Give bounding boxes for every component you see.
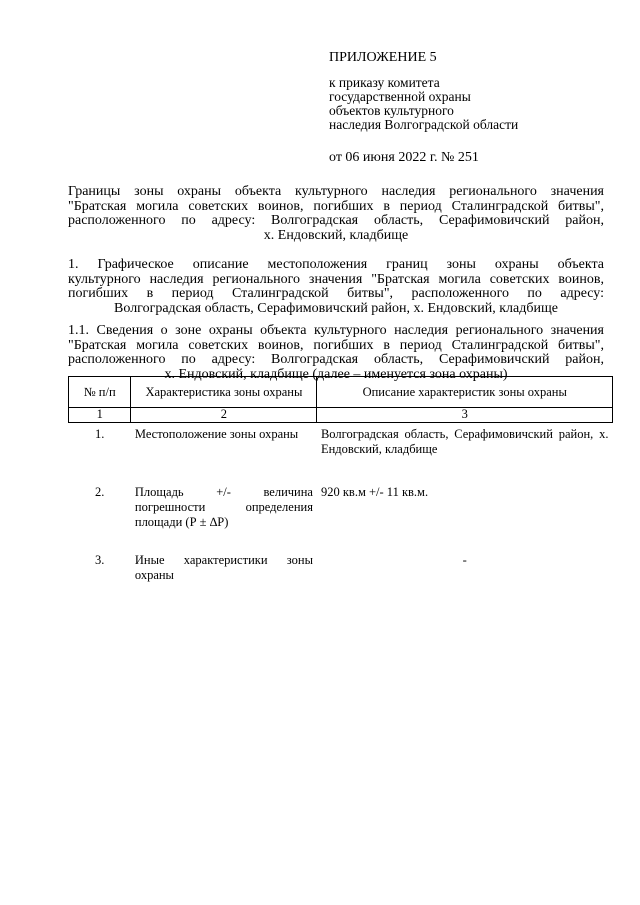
heading-line: х. Ендовский, кладбище — [263, 227, 409, 243]
row-description: 920 кв.м +/- 11 кв.м. — [320, 485, 429, 499]
section-1-1-line: х. Ендовский, кладбище (далее – именуется зона охраны) — [164, 366, 508, 382]
appendix-line: наследия Волгоградской области — [329, 117, 519, 132]
section-1 — [68, 258, 604, 316]
header-description: Описание характеристик зоны охраны — [317, 377, 613, 408]
section-1-1-line: "Братская могила советских воинов, погибших в период Сталинградской битвы", — [68, 337, 604, 353]
table-row — [69, 423, 613, 464]
appendix-line: государственной охраны — [329, 89, 471, 104]
heading-line: Границы зоны охраны объекта культурного наследия регионального значения — [68, 184, 604, 199]
section-1-line: культурного наследия регионального значения "Братская могила советских воинов, — [68, 271, 604, 287]
appendix-line: к приказу комитета — [329, 75, 440, 90]
zone-table — [68, 376, 613, 583]
table-row — [69, 535, 613, 583]
row-number: 1. — [95, 427, 105, 441]
row-characteristic: Местоположение зоны охраны — [134, 427, 299, 441]
section-1-1-line: расположенного по адресу: Волгоградская область, Серафимовичский район, — [68, 352, 604, 367]
row-description: Волгоградская область, Серафимовичский район, х. Ендовский, кладбище — [320, 427, 609, 456]
index-cell: 1 — [69, 408, 131, 423]
table-row — [69, 463, 613, 535]
index-cell: 2 — [131, 408, 317, 423]
row-characteristic: Иные характеристики зоны охраны — [134, 553, 313, 582]
table-index-row — [69, 408, 613, 423]
section-1-line: 1. Графическое описание местоположения границ зоны охраны объекта — [68, 257, 604, 272]
appendix-title: ПРИЛОЖЕНИЕ 5 — [329, 50, 437, 65]
heading-line: "Братская могила советских воинов, погибших в период Сталинградской битвы", — [68, 198, 604, 214]
row-number: 2. — [95, 485, 105, 499]
section-1-line: Волгоградская область, Серафимовичский район, х. Ендовский, кладбище — [114, 300, 558, 316]
header-number: № п/п — [69, 377, 131, 408]
appendix-header — [329, 50, 518, 166]
row-characteristic: Площадь +/- величина погрешности определения площади (Р ± ∆Р) — [134, 485, 313, 529]
section-1-1-line: 1.1. Сведения о зоне охраны объекта культурного наследия регионального значения — [68, 323, 604, 338]
order-date: от 06 июня 2022 г. № 251 — [329, 150, 479, 165]
header-characteristic: Характеристика зоны охраны — [131, 377, 317, 408]
section-1-line: погибших в период Сталинградской битвы", расположенного по адресу: — [68, 286, 604, 301]
table-header-row — [69, 377, 613, 408]
section-1-1 — [68, 324, 604, 382]
document-heading — [68, 185, 604, 243]
row-number: 3. — [95, 553, 105, 567]
index-cell: 3 — [317, 408, 613, 423]
appendix-line: объектов культурного — [329, 103, 454, 118]
heading-line: расположенного по адресу: Волгоградская область, Серафимовичский район, — [68, 213, 604, 228]
row-description: - — [462, 553, 467, 567]
